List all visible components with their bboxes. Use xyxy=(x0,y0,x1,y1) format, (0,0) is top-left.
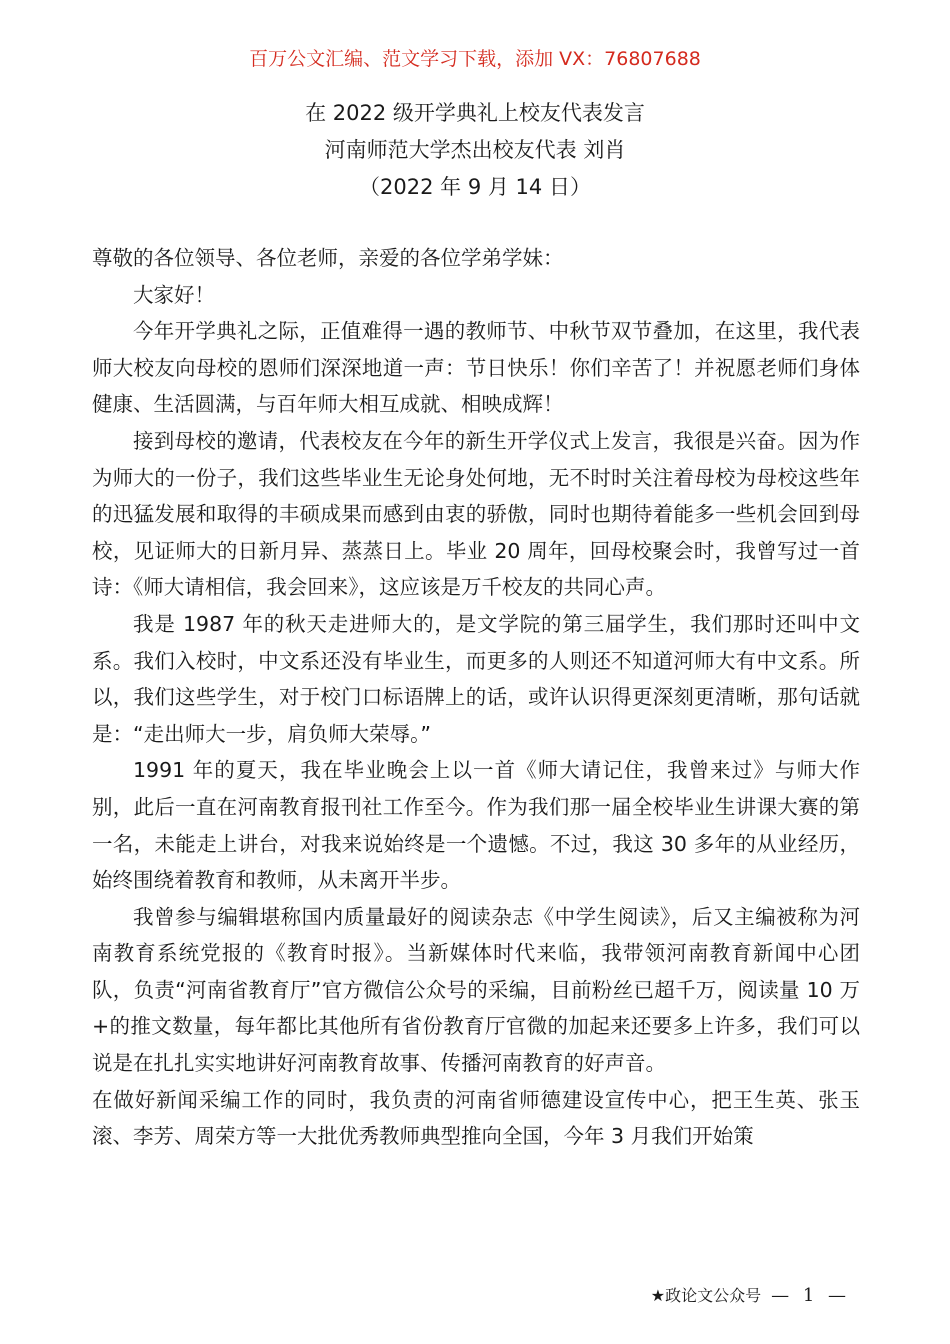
paragraph: 我是 1987 年的秋天走进师大的，是文学院的第三届学生，我们那时还叫中文系。我们入校时，中文系还没有毕业生，而更多的人则还不知道河师大有中文系。所以，我们这些学生，对于校门口标语牌上的话，或许认识得更深刻更清晰，那句话就是：“走出师大一步，肩负师大荣辱。” xyxy=(92,611,860,746)
paragraph-greeting: 大家好！ xyxy=(133,282,215,307)
watermark-banner: 百万公文汇编、范文学习下载，添加 VX：76807688 xyxy=(249,48,701,70)
footer-source: ★政论文公众号 xyxy=(650,1286,762,1305)
paragraph: 在做好新闻采编工作的同时，我负责的河南省师德建设宣传中心，把王生英、张玉滚、李芳、周荣方等一大批优秀教师典型推向全国，今年 3 月我们开始策 xyxy=(92,1087,860,1149)
page-number: — 1 — xyxy=(771,1285,850,1306)
paragraph: 1991 年的夏天，我在毕业晚会上以一首《师大请记住，我曾来过》与师大作别，此后一直在河南教育报刊社工作至今。作为我们那一届全校毕业生讲课大赛的第一名，未能走上讲台，对我来说始终是一个遗憾。不过，我这 30 多年的从业经历，始终围绕着教育和教师，从未离开半步。 xyxy=(92,758,860,893)
speaker-line: 河南师范大学杰出校友代表 刘肖 xyxy=(324,138,626,162)
paragraph: 我曾参与编辑堪称国内质量最好的阅读杂志《中学生阅读》，后又主编被称为河南教育系统党报的《教育时报》。当新媒体时代来临，我带领河南教育新闻中心团队，负责“河南省教育厅”官方微信公众号的采编，目前粉丝已超千万，阅读量 10 万+的推文数量，每年都比其他所有省份教育厅官微的加起来还要多上许多，我们可以说是在扎扎实实地讲好河南教育故事、传播河南教育的好声音。 xyxy=(92,904,860,1076)
speech-body xyxy=(92,240,860,1155)
page-footer xyxy=(651,1283,850,1309)
salutation: 尊敬的各位领导、各位老师，亲爱的各位学弟学妹： xyxy=(92,246,564,270)
paragraph: 接到母校的邀请，代表校友在今年的新生开学仪式上发言，我很是兴奋。因为作为师大的一份子，我们这些毕业生无论身处何地，无不时时关注着母校为母校这些年的迅猛发展和取得的丰硕成果而感到由衷的骄傲，同时也期待着能多一些机会回到母校，见证师大的日新月异、蒸蒸日上。毕业 20 周年，回母校聚会时，我曾写过一首诗：《师大请相信，我会回来》，这应该是万千校友的共同心声。 xyxy=(92,428,860,600)
paragraph: 今年开学典礼之际，正值难得一遇的教师节、中秋节双节叠加，在这里，我代表师大校友向母校的恩师们深深地道一声：节日快乐！你们辛苦了！并祝愿老师们身体健康、生活圆满，与百年师大相互成就、相映成辉！ xyxy=(92,319,860,417)
speech-title: 在 2022 级开学典礼上校友代表发言 xyxy=(305,101,645,125)
speech-date: （2022 年 9 月 14 日） xyxy=(359,175,591,199)
